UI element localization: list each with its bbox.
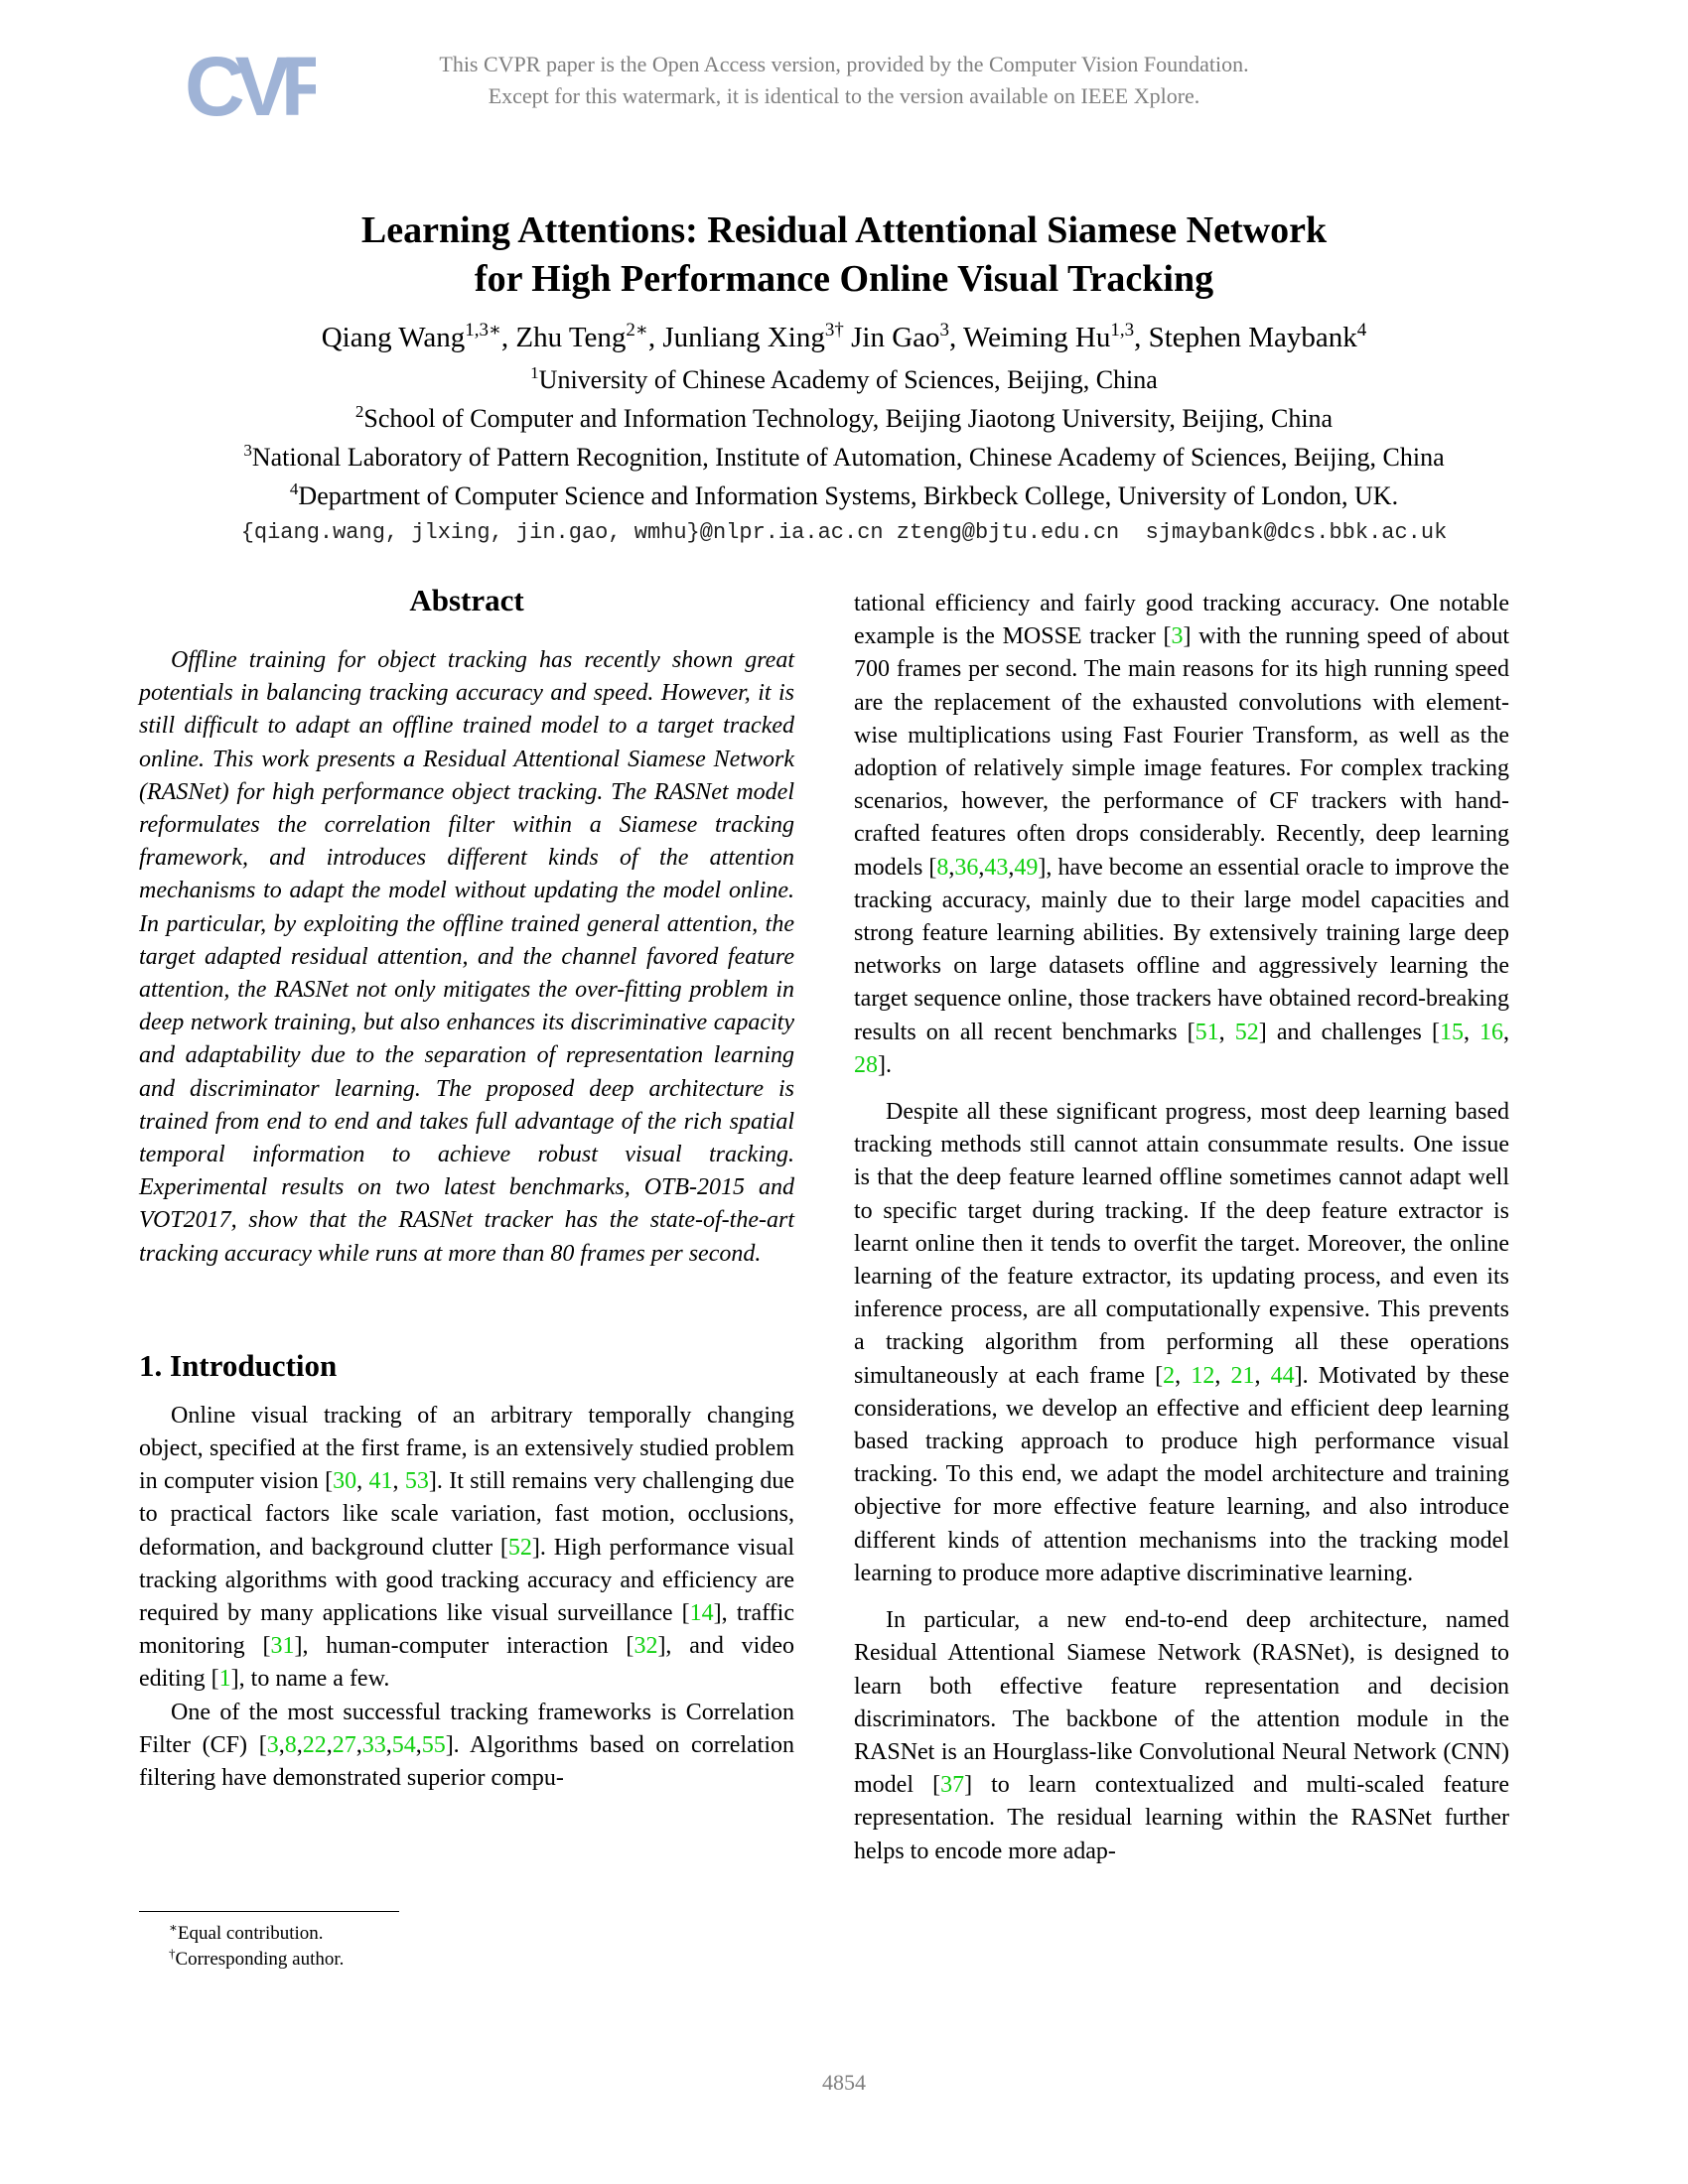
citation-link[interactable]: 28 bbox=[854, 1051, 878, 1078]
citation-link[interactable]: 22 bbox=[302, 1731, 327, 1758]
author-affiliation-mark: 3† bbox=[824, 320, 844, 341]
paper-title-line-1: Learning Attentions: Residual Attentional Siamese Network bbox=[360, 209, 1328, 251]
citation-link[interactable]: 30 bbox=[333, 1468, 357, 1495]
cvf-logo bbox=[185, 44, 316, 127]
citation-link[interactable]: 12 bbox=[1191, 1362, 1215, 1389]
citation-link[interactable]: 43 bbox=[984, 854, 1009, 881]
affiliation-3: $^3$National Laboratory of Pattern Recognition, Institute of Automation, Chinese Academy of Sciences, Beijing, China bbox=[243, 441, 1445, 472]
abstract-heading: Abstract bbox=[409, 583, 524, 617]
author-affiliation-mark: 1,3 bbox=[1110, 320, 1135, 341]
citation-link[interactable]: 2 bbox=[1163, 1362, 1176, 1389]
left-column bbox=[139, 581, 794, 1795]
citation-link[interactable]: 54 bbox=[391, 1731, 416, 1758]
author-name: Weiming Hu bbox=[963, 322, 1111, 353]
citation-link[interactable]: 55 bbox=[421, 1731, 446, 1758]
watermark-line-1: This CVPR paper is the Open Access version, provided by the Computer Vision Foundation. bbox=[439, 52, 1249, 76]
author-list: Qiang Wang$^{1,3∗}$, Zhu Teng$^{2∗}$, Junliang Xing$^{3\dagger}$ Jin Gao$^3$, Weiming Hu$^{1,3}$, Stephen Maybank$^4$ bbox=[321, 320, 1367, 353]
citation-link[interactable]: 36 bbox=[954, 854, 979, 881]
citation-link[interactable]: 31 bbox=[270, 1633, 295, 1660]
author-emails: {qiang.wang, jlxing, jin.gao, wmhu}@nlpr.ia.ac.cn zteng@bjtu.edu.cn sjmaybank@dcs.bbk.ac.uk bbox=[240, 520, 1448, 545]
citation-link[interactable]: 8 bbox=[936, 854, 949, 881]
citation-link[interactable]: 33 bbox=[361, 1731, 386, 1758]
citation-link[interactable]: 8 bbox=[284, 1731, 297, 1758]
citation-link[interactable]: 52 bbox=[507, 1534, 532, 1561]
citation-link[interactable]: 16 bbox=[1479, 1019, 1504, 1045]
citation-link[interactable]: 44 bbox=[1270, 1362, 1295, 1389]
citation-link[interactable]: 52 bbox=[1234, 1019, 1259, 1045]
citation-link[interactable]: 1 bbox=[218, 1666, 231, 1693]
intro-paragraph-1: Online visual tracking of an arbitrary temporally changing object, specified at the first frame, is an extensively studied problem in computer vision [30, 41, 53]. It still remains very challenging due to practical factors like scale variation, fast motion, occlusions, deformation, and background clutter [52]. High performance visual tracking algorithms with good tracking accuracy and efficiency are required by many applications like visual surveillance [14], traffic monitoring [31], human-computer interaction [32], and video editing [1], to name a few. bbox=[139, 1402, 795, 1693]
author-affiliation-mark: 2∗ bbox=[626, 320, 648, 341]
affiliation-1: $^1$University of Chinese Academy of Sciences, Beijing, China bbox=[530, 363, 1158, 394]
author-name: Stephen Maybank bbox=[1148, 322, 1357, 353]
author-name: Jin Gao bbox=[851, 322, 940, 353]
page-number: 4854 bbox=[822, 2070, 866, 2095]
citation-link[interactable]: 37 bbox=[940, 1772, 965, 1799]
author-name: Junliang Xing bbox=[662, 322, 825, 353]
footnote-rule bbox=[139, 1911, 399, 1912]
citation-link[interactable]: 3 bbox=[266, 1731, 279, 1758]
author-affiliation-mark: 1,3∗ bbox=[465, 320, 501, 341]
citation-link[interactable]: 27 bbox=[332, 1731, 356, 1758]
citation-link[interactable]: 21 bbox=[1230, 1362, 1255, 1389]
intro-paragraph-2-continued: tational efficiency and fairly good tracking accuracy. One notable example is the MOSSE tracker [3] with the running speed of about 700 frames per second. The main reasons for its high running speed are the replacement of the exhausted convolutions with element-wise multiplications using Fast Fourier Transform, as well as the adoption of relatively simple image features. For complex tracking scenarios, however, the performance of CF trackers with hand-crafted features often drops considerably. Recently, deep learning models [8,36,43,49], have become an essential oracle to improve the tracking accuracy, mainly due to their large model capacities and strong feature learning abilities. By extensively training large deep networks on large datasets offline and aggressively learning the target sequence online, those trackers have obtained record-breaking results on all recent benchmarks [51, 52] and challenges [15, 16, 28]. bbox=[854, 591, 1510, 1078]
affiliation-4: $^4$Department of Computer Science and Information Systems, Birkbeck College, University of London, UK. bbox=[289, 479, 1399, 510]
intro-paragraph-4: In particular, a new end-to-end deep architecture, named Residual Attentional Siamese Network (RASNet), is designed to learn both effective feature representation and decision discriminators. The backbone of the attention module in the RASNet is an Hourglass-like Convolutional Neural Network (CNN) model [37] to learn contextualized and multi-scaled feature representation. The residual learning within the RASNet further helps to encode more adap- bbox=[854, 1607, 1509, 1864]
footnote-equal-contribution: ∗Equal contribution. bbox=[169, 1920, 324, 1944]
cvf-logo-mark bbox=[185, 44, 316, 127]
citation-link[interactable]: 3 bbox=[1171, 623, 1184, 650]
citation-link[interactable]: 15 bbox=[1439, 1019, 1464, 1045]
author-name: Qiang Wang bbox=[321, 322, 466, 353]
right-column bbox=[854, 588, 1509, 1868]
watermark-line-2: Except for this watermark, it is identical to the version available on IEEE Xplore. bbox=[488, 83, 1200, 108]
author-name: Zhu Teng bbox=[515, 322, 627, 353]
citation-link[interactable]: 41 bbox=[368, 1468, 393, 1495]
citation-link[interactable]: 32 bbox=[633, 1633, 658, 1660]
cvf-logo-text: CVF bbox=[185, 44, 316, 127]
intro-paragraph-3: Despite all these significant progress, most deep learning based tracking methods still cannot attain consummate results. One issue is that the deep feature learned offline sometimes cannot adapt well to specific target during tracking. If the deep feature extractor is learnt online then it tends to overfit the target. Moreover, the online learning of the feature extractor, its updating process, and even its inference process, are all computationally expensive. This prevents a tracking algorithm from performing all these operations simultaneously at each frame [2, 12, 21, 44]. Motivated by these considerations, we develop an effective and efficient deep learning based tracking approach to produce high performance visual tracking. To this end, we adapt the model architecture and training objective for more effective feature learning, and also introduce different kinds of attention mechanisms into the tracking model learning to produce more adaptive discriminative learning. bbox=[854, 1099, 1510, 1586]
citation-link[interactable]: 49 bbox=[1014, 854, 1039, 881]
citation-link[interactable]: 14 bbox=[689, 1600, 714, 1627]
paper-title-line-2: for High Performance Online Visual Tracking bbox=[474, 258, 1214, 300]
author-affiliation-mark: 3 bbox=[939, 320, 950, 341]
abstract-body: Offline training for object tracking has recently shown great potentials in balancing tracking accuracy and speed. However, it is still difficult to adapt an offline trained model to a target tracked online. This work presents a Residual Attentional Siamese Network (RASNet) for high performance object tracking. The RASNet model reformulates the correlation filter within a Siamese tracking framework, and introduces different kinds of the attention mechanisms to adapt the model without updating the model online. In particular, by exploiting the offline trained general attention, the target adapted residual attention, and the channel favored feature attention, the RASNet not only mitigates the over-fitting problem in deep network training, but also enhances its discriminative capacity and adaptability due to the separation of representation learning and discriminator learning. The proposed deep architecture is trained from end to end and takes full advantage of the rich spatial temporal information to achieve robust visual tracking. Experimental results on two latest benchmarks, OTB-2015 and VOT2017, show that the RASNet tracker has the state-of-the-art tracking accuracy while runs at more than 80 frames per second. bbox=[139, 647, 794, 1267]
citation-link[interactable]: 53 bbox=[404, 1468, 429, 1495]
intro-paragraph-2: One of the most successful tracking frameworks is Correlation Filter (CF) [3,8,22,27,33,54,55]. Algorithms based on correlation filtering have demonstrated superior compu- bbox=[139, 1699, 794, 1792]
citation-link[interactable]: 51 bbox=[1195, 1019, 1219, 1045]
introduction-heading: 1. Introduction bbox=[139, 1347, 338, 1383]
affiliation-2: $^2$School of Computer and Information Technology, Beijing Jiaotong University, Beijing, China bbox=[354, 402, 1334, 433]
author-affiliation-mark: 4 bbox=[1356, 320, 1367, 341]
footnote-corresponding-author: †Corresponding author. bbox=[169, 1946, 345, 1970]
